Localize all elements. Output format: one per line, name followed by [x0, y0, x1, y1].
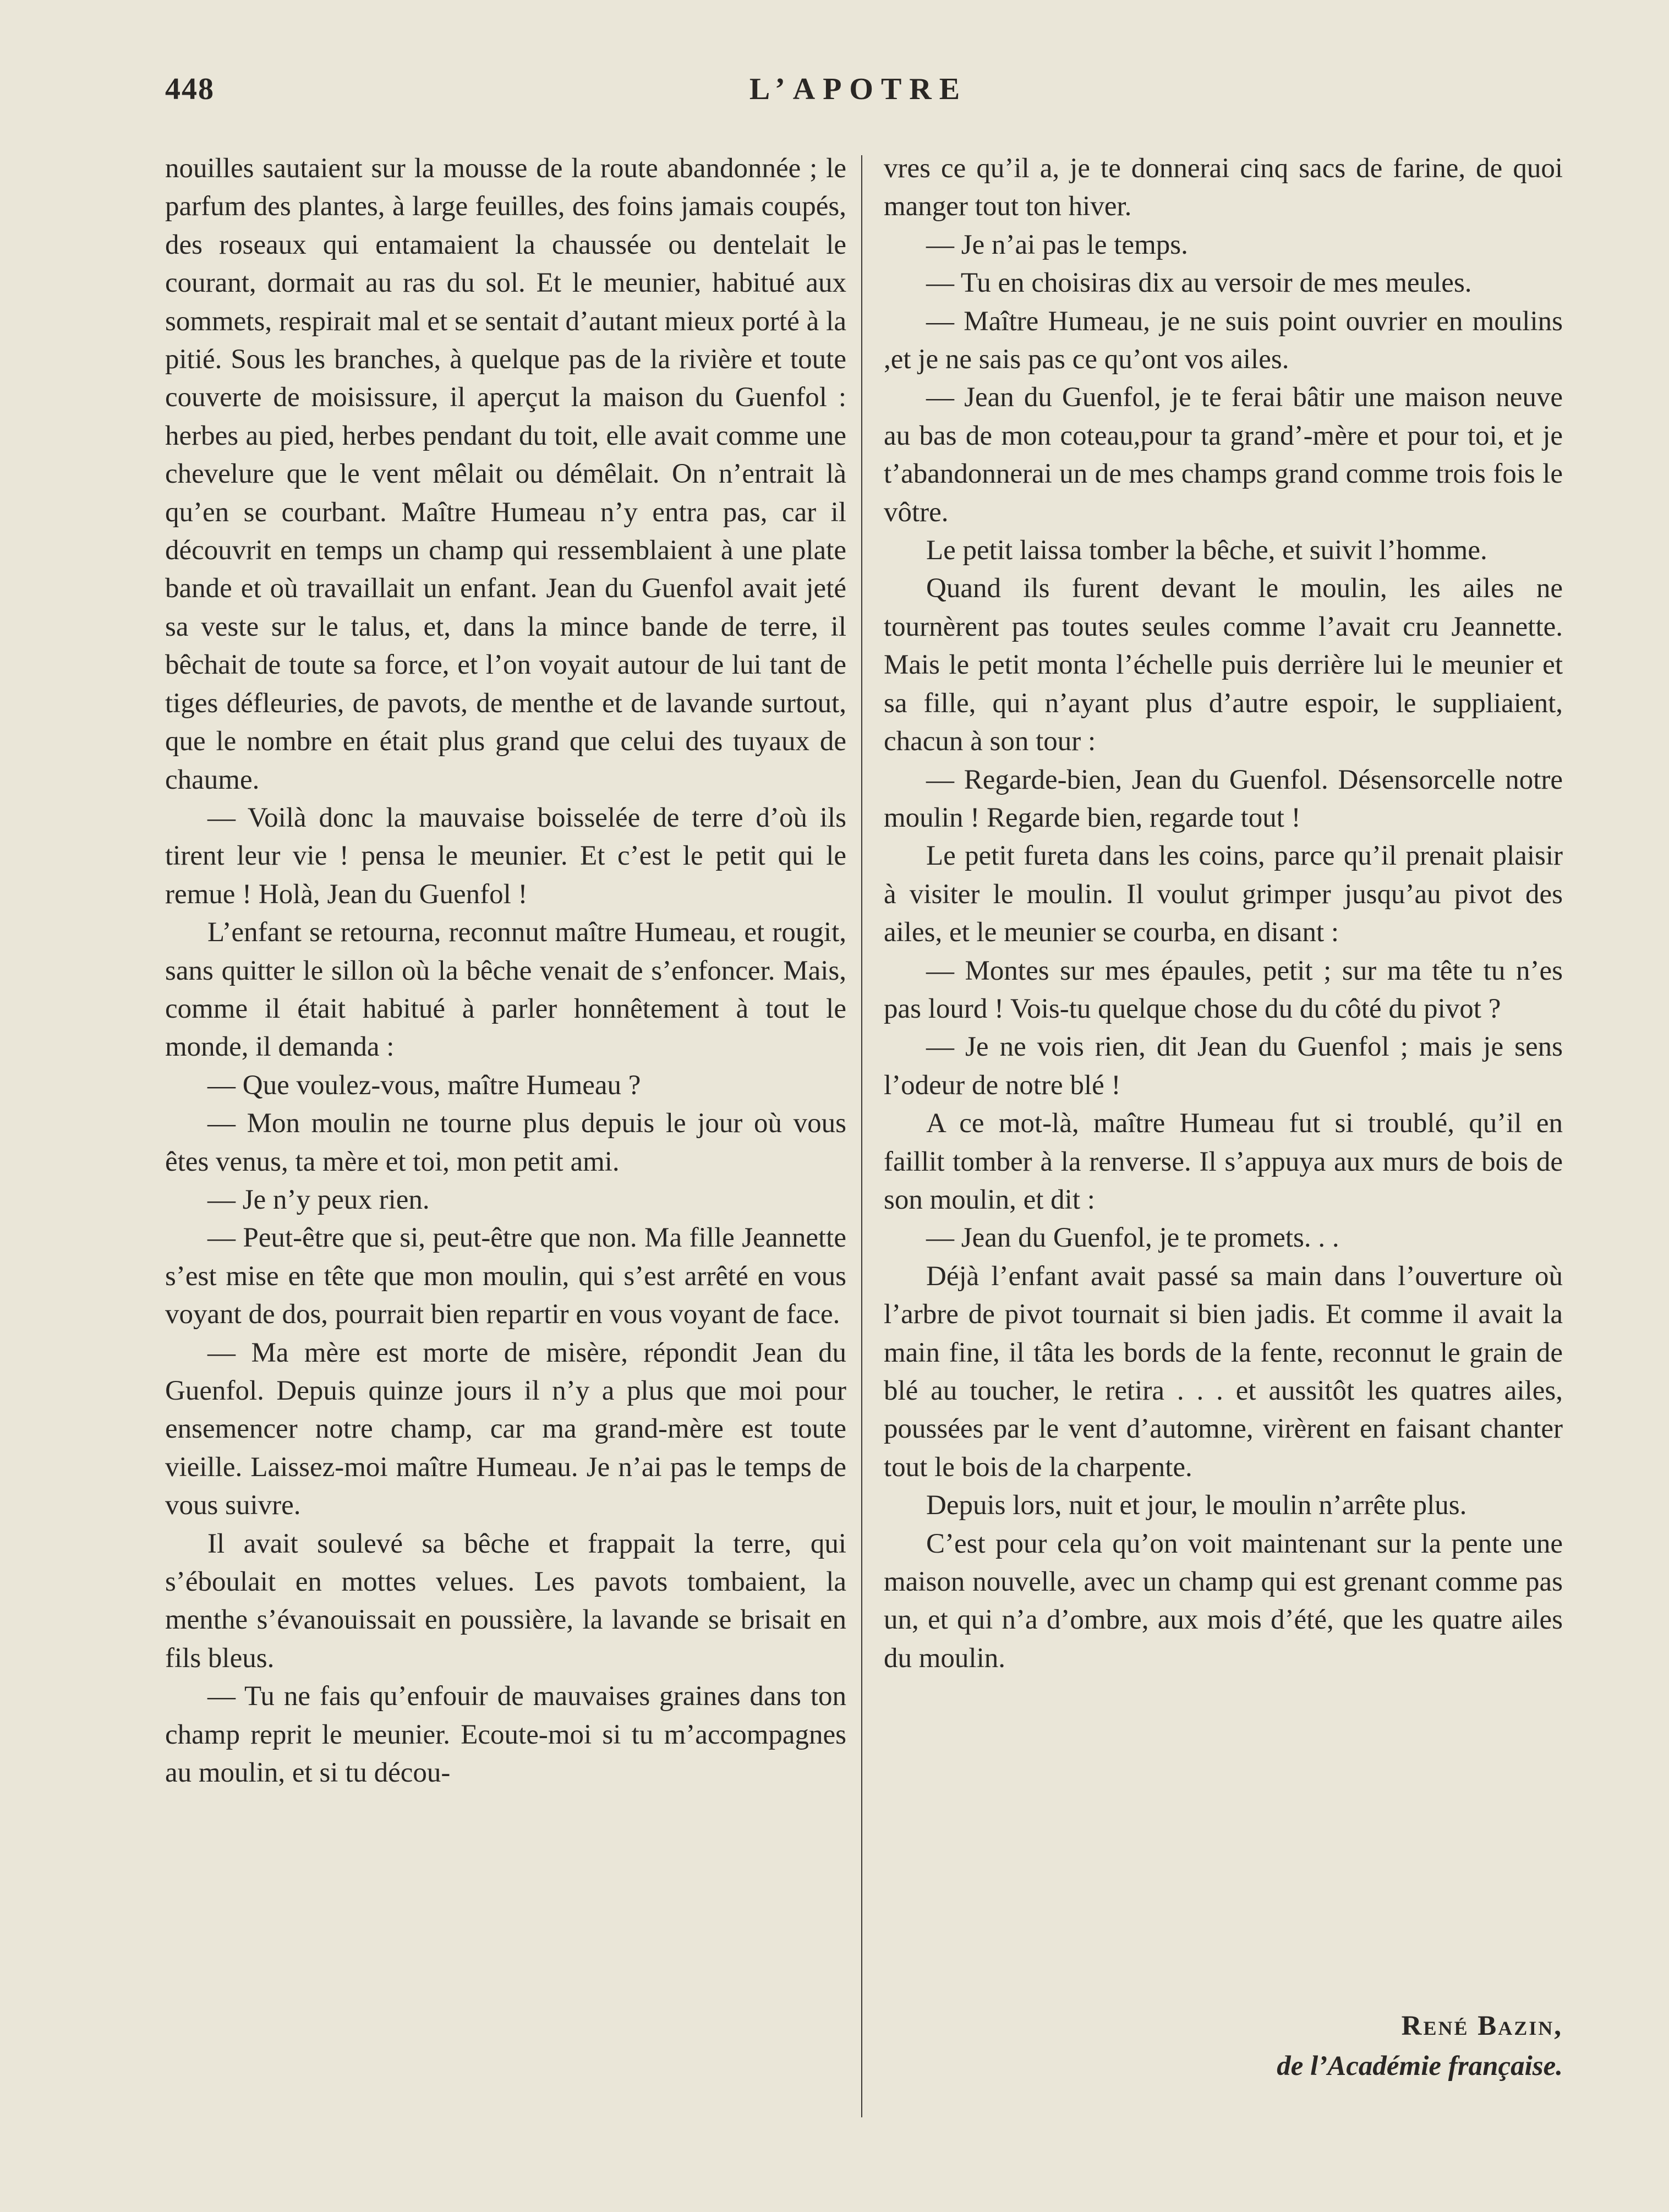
- paragraph: Depuis lors, nuit et jour, le moulin n’arrête plus.: [926, 1490, 1467, 1521]
- paragraph: — Tu en choisiras dix au versoir de mes meules.: [926, 267, 1472, 299]
- author-name: René Bazin,: [1401, 2011, 1563, 2041]
- author-affiliation: de l’Académie française.: [1277, 2051, 1563, 2082]
- running-title: L’APOTRE: [749, 72, 968, 106]
- paragraph: — Peut-être que si, peut-être que non. Ma fille Jeannette s’est mise en tête que mon moulin, qui s’est arrêté en vous voyant de dos, pourrait bien repartir en vous voyant de face.: [165, 1222, 846, 1330]
- paragraph: — Regarde-bien, Jean du Guenfol. Désensorcelle notre moulin ! Regarde bien, regarde tout !: [884, 764, 1563, 833]
- paragraph: — Montes sur mes épaules, petit ; sur ma tête tu n’es pas lourd ! Vois-tu quelque chose du du côté du pivot ?: [884, 955, 1563, 1024]
- right-column: [884, 150, 1563, 1678]
- column-divider: [861, 155, 862, 2117]
- paragraph: — Jean du Guenfol, je te promets. . .: [926, 1222, 1339, 1254]
- paragraph: vres ce qu’il a, je te donnerai cinq sacs de farine, de quoi manger tout ton hiver.: [884, 153, 1563, 222]
- page-number: 448: [165, 72, 215, 106]
- paragraph: — Maître Humeau, je ne suis point ouvrier en moulins ,et je ne sais pas ce qu’ont vos ailes.: [884, 305, 1563, 375]
- paragraph: A ce mot-là, maître Humeau fut si troublé, qu’il en faillit tomber à la renverse. Il s’appuya aux murs de bois de son moulin, et dit :: [884, 1108, 1563, 1215]
- page-header: [165, 72, 1552, 121]
- paragraph: — Jean du Guenfol, je te ferai bâtir une maison neuve au bas de mon coteau,pour ta grand’-mère et pour toi, et je t’abandonnerai un de mes champs grand comme trois fois le vôtre.: [884, 382, 1563, 528]
- paragraph: — Mon moulin ne tourne plus depuis le jour où vous êtes venus, ta mère et toi, mon petit ami.: [165, 1108, 846, 1177]
- paragraph: Déjà l’enfant avait passé sa main dans l’ouverture où l’arbre de pivot tournait si bien jadis. Et comme il avait la main fine, il tâta les bords de la fente, reconnut le grain de blé au toucher, le retira . . . et aussitôt les quatres ailes, poussées par le vent d’automne, virèrent en faisant chanter tout le bois de la charpente.: [884, 1260, 1563, 1483]
- paragraph: — Tu ne fais qu’enfouir de mauvaises graines dans ton champ reprit le meunier. Ecoute-moi si tu m’accompagnes au moulin, et si tu décou-: [165, 1681, 846, 1789]
- paragraph: — Je n’ai pas le temps.: [926, 229, 1188, 260]
- paragraph: L’enfant se retourna, reconnut maître Humeau, et rougit, sans quitter le sillon où la bêche venait de s’enfoncer. Mais, comme il était habitué à parler honnêtement à tout le monde, il demanda :: [165, 917, 846, 1063]
- paragraph: Quand ils furent devant le moulin, les ailes ne tournèrent pas toutes seules comme l’avait cru Jeannette. Mais le petit monta l’échelle puis derrière lui le meunier et sa fille, qui n’ayant plus d’autre espoir, le suppliaient, chacun à son tour :: [884, 573, 1563, 757]
- paragraph: nouilles sautaient sur la mousse de la route abandonnée ; le parfum des plantes, à large feuilles, des foins jamais coupés, des roseaux qui entamaient la chaussée ou dentelait le courant, dormait au ras du sol. Et le meunier, habitué aux sommets, respirait mal et se sentait d’autant mieux porté à la pitié. Sous les branches, à quelque pas de la rivière et toute couverte de moisissure, il aperçut la maison du Guenfol : herbes au pied, herbes pendant du toit, elle avait comme une chevelure que le vent mêlait ou démêlait. On n’entrait là qu’en se courbant. Maître Humeau n’y entra pas, car il découvrit en temps un champ qui ressemblaient à une plate bande et où travaillait un enfant. Jean du Guenfol avait jeté sa veste sur le talus, et, dans la mince bande de terre, il bêchait de toute sa force, et l’on voyait autour de lui tant de tiges défleuries, de pavots, de menthe et de lavande surtout, que le nombre en était plus grand que celui des tuyaux de chaume.: [165, 153, 846, 795]
- paragraph: — Que voulez-vous, maître Humeau ?: [207, 1069, 641, 1101]
- paragraph: — Je ne vois rien, dit Jean du Guenfol ; mais je sens l’odeur de notre blé !: [884, 1031, 1563, 1101]
- paragraph: C’est pour cela qu’on voit maintenant sur la pente une maison nouvelle, avec un champ qui est grenant comme pas un, et qui n’a d’ombre, aux mois d’été, que les quatre ailes du moulin.: [884, 1528, 1563, 1674]
- left-column: [165, 150, 846, 1792]
- paragraph: — Je n’y peux rien.: [207, 1184, 430, 1215]
- paragraph: — Voilà donc la mauvaise boisselée de terre d’où ils tirent leur vie ! pensa le meunier. Et c’est le petit qui le remue ! Holà, Jean du Guenfol !: [165, 802, 846, 910]
- paragraph: Le petit fureta dans les coins, parce qu’il prenait plaisir à visiter le moulin. Il voulut grimper jusqu’au pivot des ailes, et le meunier se courba, en disant :: [884, 840, 1563, 948]
- paragraph: — Ma mère est morte de misère, répondit Jean du Guenfol. Depuis quinze jours il n’y a plus que moi pour ensemencer notre champ, car ma grand-mère est toute vieille. Laissez-moi maître Humeau. Je n’ai pas le temps de vous suivre.: [165, 1337, 846, 1521]
- author-signature: [884, 2010, 1563, 2042]
- paragraph: Le petit laissa tomber la bêche, et suivit l’homme.: [926, 535, 1487, 566]
- paragraph: Il avait soulevé sa bêche et frappait la terre, qui s’éboulait en mottes velues. Les pavots tombaient, la menthe s’évanouissait en poussière, la lavande se brisait en fils bleus.: [165, 1528, 846, 1674]
